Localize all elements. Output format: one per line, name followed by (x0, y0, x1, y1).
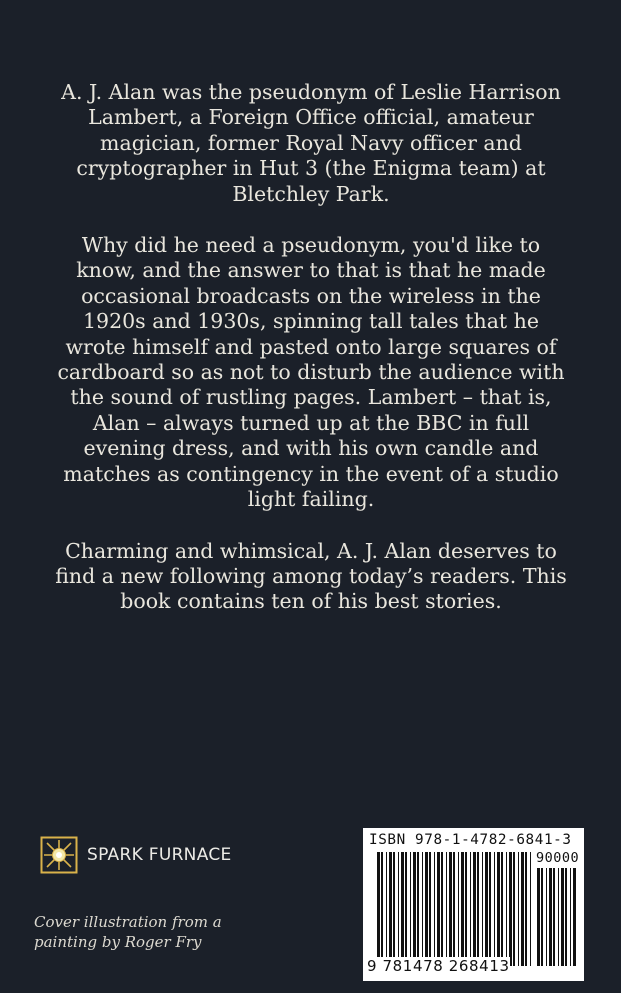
barcode-bar (553, 868, 555, 966)
blurb-paragraph-2: Why did he need a pseudonym, you'd like to know, and the answer to that is that he made occasional broadcasts on the wireless in the 1920s and 1930s, spinning tall tales that he wrote himself and pasted onto large squares of cardboard so as not to disturb the audience with the sound of rustling pages. Lambert – that is, Alan – always turned up at the BBC in full evening dress, and with his own candle and matches as contingency in the event of a studio light failing. (57, 233, 565, 512)
barcode-bar (470, 852, 471, 966)
isbn-label: ISBN 978-1-4782-6841-3 (369, 832, 572, 848)
credit-line-1: Cover illustration from a (34, 913, 222, 931)
barcode-bar (413, 852, 416, 966)
barcode-bar (561, 868, 564, 966)
barcode-bar (482, 852, 483, 966)
publisher-name: SPARK FURNACE (87, 845, 232, 865)
cover-credit (34, 912, 264, 952)
blurb-paragraph-1: A. J. Alan was the pseudonym of Leslie Harrison Lambert, a Foreign Office official, amateur magician, former Royal Navy officer and cryptographer in Hut 3 (the Enigma team) at Bletchley Park. (61, 80, 561, 206)
barcode-bar (422, 852, 423, 966)
barcode-bar (537, 868, 540, 966)
barcode-bar (541, 868, 543, 966)
barcode-bar (401, 852, 404, 966)
barcode-bar (489, 852, 491, 966)
price-code: 90000 (536, 850, 580, 866)
barcode-bar (437, 852, 440, 966)
barcode-bar (377, 852, 380, 966)
barcode-bar (565, 868, 567, 966)
ean-digits: 9 781478 268413 (367, 957, 510, 975)
barcode-bar (458, 852, 459, 966)
barcode-bar (546, 868, 547, 966)
spark-star-icon (40, 836, 78, 874)
barcode-bar (485, 852, 488, 966)
barcode-bar (506, 852, 507, 966)
publisher-logo (40, 836, 232, 874)
barcode (363, 828, 584, 981)
barcode-bar (389, 852, 392, 966)
barcode-bar (509, 852, 512, 966)
back-cover-blurb (52, 80, 570, 641)
credit-line-2: painting by Roger Fry (34, 933, 202, 951)
barcode-bar (393, 852, 395, 966)
barcode-bar (513, 852, 515, 966)
barcode-bar (410, 852, 411, 966)
barcode-bar (386, 852, 387, 966)
barcode-bar (434, 852, 435, 966)
barcode-bar (573, 868, 576, 966)
barcode-bar (465, 852, 467, 966)
barcode-bar (429, 852, 431, 966)
barcode-bar (518, 852, 519, 966)
barcode-bar (525, 852, 527, 966)
barcode-bar (405, 852, 407, 966)
barcode-bar (494, 852, 495, 966)
barcode-bar (417, 852, 419, 966)
barcode-bar (398, 852, 399, 966)
barcode-bar (473, 852, 476, 966)
barcode-bar (497, 852, 500, 966)
barcode-bar (549, 868, 552, 966)
barcode-bar (446, 852, 447, 966)
barcode-bar (558, 868, 559, 966)
blurb-paragraph-3: Charming and whimsical, A. J. Alan deserves to find a new following among today’s readers. This book contains ten of his best stories. (55, 538, 567, 614)
barcode-bar (441, 852, 443, 966)
barcode-bar (453, 852, 455, 966)
barcode-bar (570, 868, 571, 966)
barcode-bar (477, 852, 479, 966)
barcode-bar (521, 852, 524, 966)
barcode-bar (501, 852, 503, 966)
barcode-bar (461, 852, 464, 966)
barcode-bar (381, 852, 383, 966)
barcode-bar (425, 852, 428, 966)
barcode-bar (449, 852, 452, 966)
barcode-bar (530, 852, 531, 966)
